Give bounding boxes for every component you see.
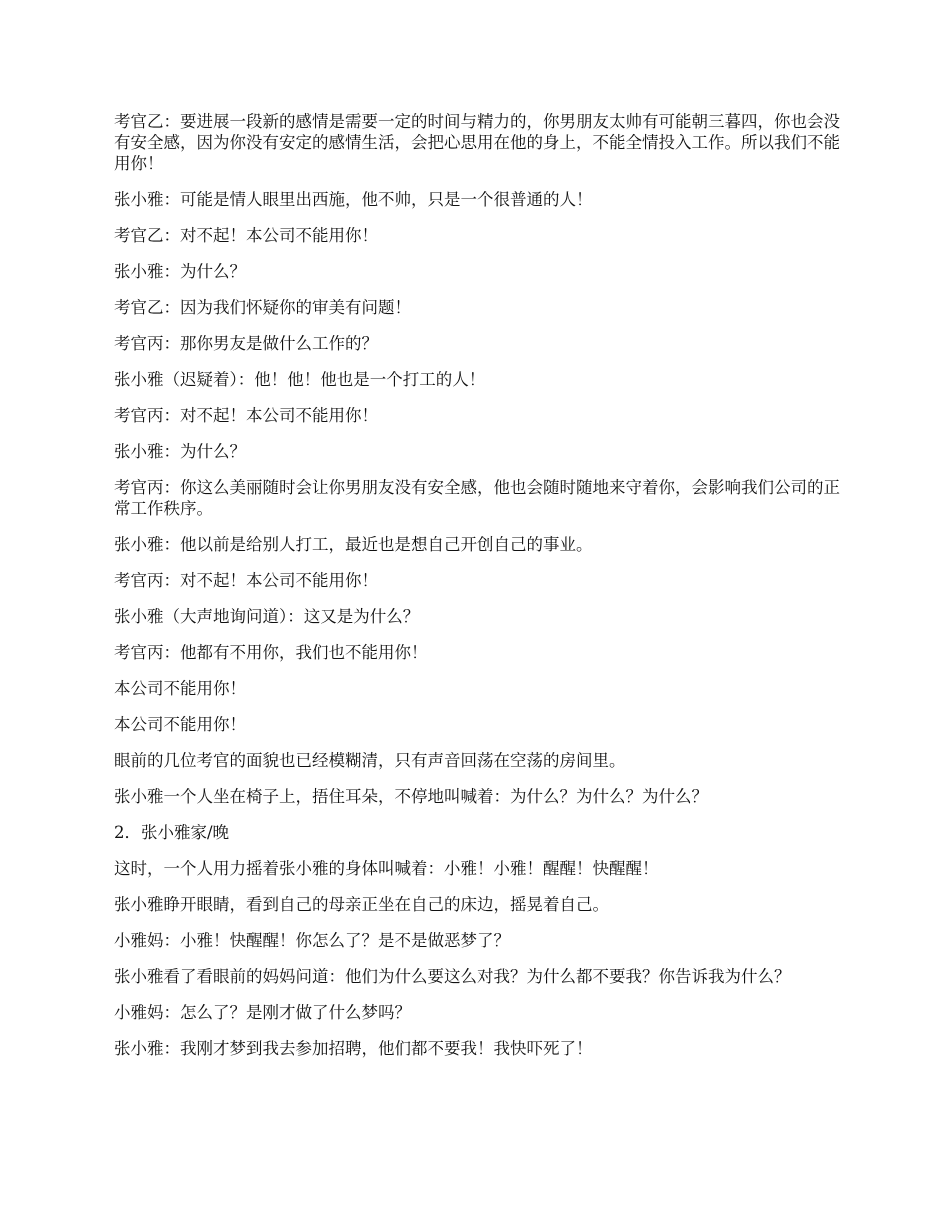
paragraph: 考官乙：对不起！本公司不能用你！ bbox=[114, 226, 378, 245]
paragraph: 小雅妈：怎么了？是刚才做了什么梦吗？ bbox=[114, 1003, 411, 1022]
paragraph: 张小雅一个人坐在椅子上，捂住耳朵，不停地叫喊着：为什么？为什么？为什么？ bbox=[114, 787, 708, 806]
paragraph: 考官丙：你这么美丽随时会让你男朋友没有安全感，他也会随时随地来守着你，会影响我们公司的正常工作秩序。 bbox=[114, 478, 840, 518]
paragraph: 张小雅：为什么？ bbox=[114, 262, 246, 281]
paragraph: 本公司不能用你！ bbox=[114, 679, 246, 698]
paragraph: 这时，一个人用力摇着张小雅的身体叫喊着：小雅！小雅！醒醒！快醒醒！ bbox=[114, 859, 659, 878]
paragraph: 张小雅：为什么？ bbox=[114, 442, 246, 461]
paragraph: 考官丙：他都有不用你，我们也不能用你！ bbox=[114, 643, 428, 662]
paragraph: 眼前的几位考官的面貌也已经模糊清，只有声音回荡在空荡的房间里。 bbox=[114, 751, 626, 770]
paragraph: 张小雅（迟疑着）：他！他！他也是一个打工的人！ bbox=[114, 370, 486, 389]
paragraph: 考官丙：那你男友是做什么工作的？ bbox=[114, 334, 378, 353]
paragraph: 考官乙：因为我们怀疑你的审美有问题！ bbox=[114, 298, 411, 317]
paragraph: 张小雅：他以前是给别人打工，最近也是想自己开创自己的事业。 bbox=[114, 535, 593, 554]
paragraph: 张小雅看了看眼前的妈妈问道：他们为什么要这么对我？为什么都不要我？你告诉我为什么？ bbox=[114, 967, 791, 986]
paragraph: 张小雅：我刚才梦到我去参加招聘，他们都不要我！我快吓死了！ bbox=[114, 1039, 593, 1058]
document-page bbox=[114, 111, 840, 1074]
paragraph: 张小雅睁开眼睛，看到自己的母亲正坐在自己的床边，摇晃着自己。 bbox=[114, 895, 609, 914]
section-heading: 2．张小雅家/晚 bbox=[114, 823, 230, 842]
paragraph: 考官乙：要进展一段新的感情是需要一定的时间与精力的，你男朋友太帅有可能朝三暮四，你也会没有安全感，因为你没有安定的感情生活，会把心思用在他的身上，不能全情投入工作。所以我们不能用你！ bbox=[114, 112, 840, 173]
paragraph: 张小雅（大声地询问道）：这又是为什么？ bbox=[114, 607, 420, 626]
paragraph: 本公司不能用你！ bbox=[114, 715, 246, 734]
paragraph: 张小雅：可能是情人眼里出西施，他不帅，只是一个很普通的人！ bbox=[114, 190, 593, 209]
paragraph: 考官丙：对不起！本公司不能用你！ bbox=[114, 406, 378, 425]
paragraph: 小雅妈：小雅！快醒醒！你怎么了？是不是做恶梦了？ bbox=[114, 931, 510, 950]
paragraph: 考官丙：对不起！本公司不能用你！ bbox=[114, 571, 378, 590]
